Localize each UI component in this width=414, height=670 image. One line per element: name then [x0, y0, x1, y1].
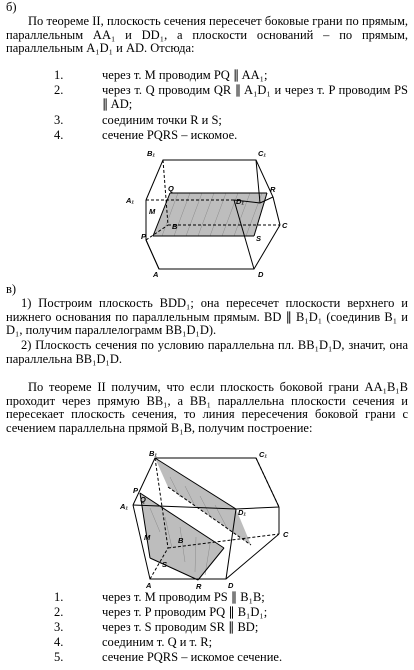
list-text: сечение PQRS – искомое сечение. [102, 650, 283, 664]
prism-figure-v [112, 450, 302, 590]
list-text: соединим т. Q и т. R; [102, 635, 213, 649]
label-d: D [258, 270, 264, 279]
list-number: 4. [54, 128, 64, 142]
list-number: 5. [54, 650, 64, 664]
list-item [0, 69, 414, 83]
label-a: A [153, 270, 159, 279]
list-item [0, 606, 414, 620]
label-a1: A₁ [126, 196, 135, 205]
label-q: Q [140, 495, 146, 504]
label-s: S [162, 560, 168, 569]
label-d: D [228, 581, 234, 590]
list-item [0, 651, 414, 665]
label-m: M [149, 207, 156, 216]
label-b: B [178, 536, 184, 545]
label-b: B [172, 222, 178, 231]
list-text: через т. P проводим PQ ∥ B₁D₁; [102, 605, 268, 619]
label-b1: B₁ [147, 149, 156, 158]
list-text: через т. M проводим PS ∥ B₁B; [102, 590, 265, 604]
label-r: R [196, 582, 202, 590]
list-text: сечение PQRS – искомое. [102, 128, 238, 142]
label-d1: D₁ [238, 508, 247, 517]
list-item [0, 636, 414, 650]
list-text: через т. S проводим SR ∥ BD; [102, 620, 259, 634]
list-number: 4. [54, 635, 64, 649]
label-q: Q [168, 184, 174, 193]
section-v-para3: По теореме II получим, что если плоскость боковой грани AA₁B₁B проходит через прямую BB₁, а BB₁ параллельна плоскости сечения и пересекает плоскость сечения, то линия пересечения боковой грани с сечением параллельна прямой B₁B, получим построение: [6, 380, 408, 435]
label-c: C [282, 221, 288, 230]
list-number: 3. [54, 113, 64, 127]
list-number: 3. [54, 620, 64, 634]
list-number: 2. [54, 83, 64, 97]
list-item [0, 621, 414, 635]
list-item [0, 129, 414, 143]
list-text: соединим точки R и S; [102, 113, 222, 127]
list-item [0, 114, 414, 128]
label-p: P [133, 486, 139, 495]
list-item [0, 591, 414, 605]
list-text: через т. Q проводим QR ∥ A₁D₁ и через т. P проводим PS ∥ AD; [102, 83, 408, 111]
prism-figure-b [118, 142, 308, 282]
label-s: S [256, 234, 262, 243]
section-b-label: б) [6, 0, 17, 14]
section-b-intro: По теореме II, плоскость сечения пересечет боковые грани по прямым, параллельным AA₁ и DD₁, а плоскости оснований – по прямым, параллельным A₁D₁ и AD. Отсюда: [6, 14, 408, 56]
label-a1: A₁ [120, 502, 129, 511]
list-number: 2. [54, 605, 64, 619]
label-c1: C₁ [258, 149, 267, 158]
label-c: C [283, 530, 289, 539]
label-r: R [270, 185, 276, 194]
list-text: через т. M проводим PQ ∥ AA₁; [102, 68, 268, 82]
list-item [0, 84, 414, 112]
label-d1: D₁ [236, 197, 245, 206]
section-v-para1: 1) Построим плоскость BDD₁; она пересечет плоскости верхнего и нижнего основания по параллельным прямым. BD ∥ B₁D₁ (соединив B₁ и D₁, получим параллелограмм BB₁D₁D). [6, 296, 408, 338]
label-m: M [144, 533, 151, 542]
label-b1: B₁ [149, 450, 158, 458]
label-a: A [146, 581, 152, 590]
list-number: 1. [54, 590, 64, 604]
section-v-label: в) [6, 282, 17, 296]
label-p: P [141, 232, 147, 241]
section-v-para2: 2) Плоскость сечения по условию параллельна пл. BB₁D₁D, значит, она параллельна BB₁D₁D. [6, 338, 408, 366]
list-number: 1. [54, 68, 64, 82]
label-c1: C₁ [259, 450, 268, 459]
